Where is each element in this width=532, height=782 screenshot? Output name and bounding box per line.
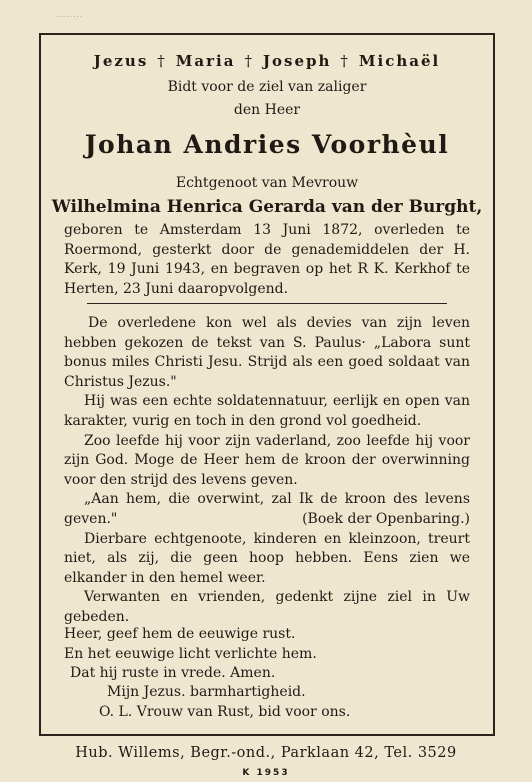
- paragraph-character: Hij was een echte soldatennatuur, eerlijk en open van karakter, vurig en toch in den grond vol goedheid.: [64, 393, 470, 429]
- invocation-block: [99, 683, 351, 722]
- memorial-card: [39, 33, 495, 736]
- prayer-line-2: En het eeuwige licht verlichte hem.: [64, 645, 317, 662]
- prayer-line-1: Heer, geef hem de eeuwige rust.: [64, 626, 296, 642]
- paragraph-devotion: Zoo leefde hij voor zijn vaderland, zoo leefde hij voor zijn God. Moge de Heer hem de kroon der overwinning voor den strijd des levens geven.: [64, 432, 470, 488]
- undertaker-footer: Hub. Willems, Begr.-ond., Parklaan 42, Tel. 3529: [75, 745, 457, 761]
- paragraph-friends: Verwanten en vrienden, gedenkt zijne ziel in Uw gebeden.: [64, 589, 470, 625]
- paragraph-family: Dierbare echtgenoote, kinderen en kleinzoon, treurt niet, als zij, die geen hoop hebben. Eens zien we elkander in den hemel weer.: [64, 530, 470, 586]
- prayer-line-3: Dat hij ruste in vrede. Amen.: [70, 665, 276, 681]
- pray-line: Bidt voor de ziel van zaliger: [167, 79, 367, 95]
- prayer-block: [64, 625, 317, 684]
- saint-jezus: Jezus: [93, 52, 149, 70]
- cross-icon: †: [340, 52, 350, 70]
- biography: geboren te Amsterdam 13 Juni 1872, overleden te Roermond, gesterkt door de genademiddelen der H. Kerk, 19 Juni 1943, en begraven op het R K. Kerkhof te Herten, 23 Juni daaropvolgend.: [64, 222, 470, 297]
- spouse-name: Wilhelmina Henrica Gerarda van der Burght,: [51, 197, 483, 217]
- saint-michael: Michaël: [358, 52, 441, 70]
- spouse-intro: Echtgenoot van Mevrouw: [175, 175, 359, 191]
- paragraph-quote: [64, 490, 470, 529]
- saints-invocation: [41, 52, 493, 70]
- cross-icon: †: [157, 52, 167, 70]
- pencil-note: ........: [56, 10, 83, 20]
- print-code: K 1953: [242, 768, 290, 778]
- invocation-line-1: Mijn Jezus. barmhartigheid.: [107, 684, 306, 700]
- cross-icon: †: [244, 52, 254, 70]
- paragraph-motto: De overledene kon wel als devies van zijn leven hebben gekozen de tekst van S. Paulus· „Labora sunt bonus miles Christi Jesu. Strijd als een goed soldaat van Christus Jezus.": [64, 315, 470, 390]
- quote-text: „Aan hem, die overwint, zal Ik de kroon des levens geven.": [64, 491, 470, 527]
- invocation-line-2: O. L. Vrouw van Rust, bid voor ons.: [99, 703, 351, 720]
- saint-joseph: Joseph: [262, 52, 332, 70]
- title-line: den Heer: [233, 102, 301, 118]
- divider: [87, 303, 447, 304]
- eulogy-text: [64, 314, 470, 628]
- quote-source: (Boek der Openbaring.): [302, 510, 470, 527]
- deceased-name: Johan Andries Voorhèul: [84, 130, 450, 159]
- saint-maria: Maria: [175, 52, 236, 70]
